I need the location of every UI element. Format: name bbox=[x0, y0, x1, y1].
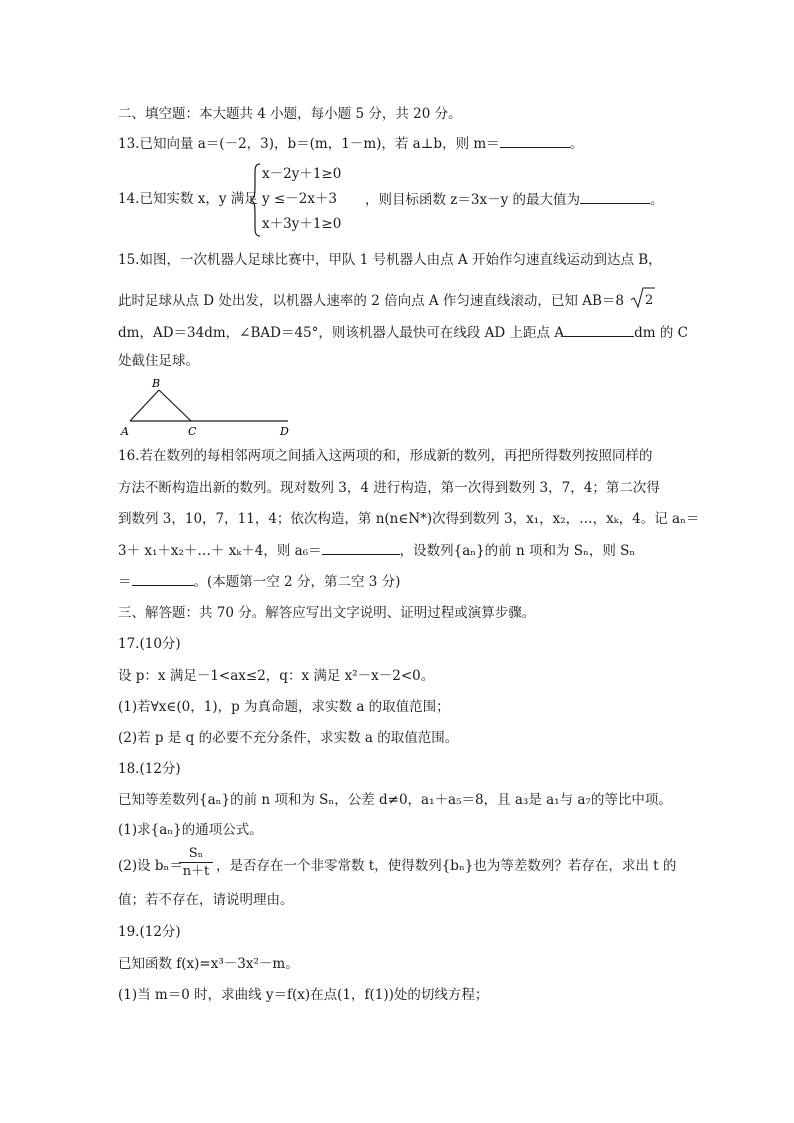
q14-answer-blank[interactable] bbox=[580, 189, 650, 204]
q16-line-4b: ，设数列{aₙ}的前 n 项和为 Sₙ，则 Sₙ bbox=[399, 543, 636, 559]
fraction-denominator: n＋t bbox=[182, 864, 210, 879]
q16-line-4 bbox=[118, 540, 635, 561]
q14-suffix: 。 bbox=[650, 192, 664, 208]
left-brace-icon bbox=[250, 162, 262, 238]
q18-part-2-suffix: ，是否存在一个非零常数 t，使得数列{bₙ}也为等差数列？若存在，求出 t 的 bbox=[216, 858, 677, 874]
q13-text: 13.已知向量 a＝(－2，3)，b＝(m，1－m)，若 a⊥b，则 m＝ bbox=[118, 136, 500, 152]
q15-line-2 bbox=[118, 286, 656, 311]
q17-number: 17.(10分) bbox=[118, 636, 181, 652]
q18-fraction bbox=[179, 846, 213, 881]
q15-line-1: 15.如图，一次机器人足球比赛中，甲队 1 号机器人由点 A 开始作匀速直线运动到达点 B， bbox=[118, 252, 662, 268]
label-a: A bbox=[121, 425, 129, 438]
q18-part-1: (1)求{aₙ}的通项公式。 bbox=[118, 822, 263, 838]
q14-prefix: 14.已知实数 x，y 满足 bbox=[118, 191, 258, 207]
q14-mid: ，则目标函数 z＝3x－y 的最大值为 bbox=[365, 192, 581, 208]
q16-answer-blank-1[interactable] bbox=[322, 540, 400, 555]
q15-line-2-text: 此时足球从点 D 处出发，以机器人速率的 2 倍向点 A 作匀速直线滚动，已知 AB＝8 bbox=[118, 293, 624, 309]
q18-stem: 已知等差数列{aₙ}的前 n 项和为 Sₙ，公差 d≠0，a₁＋a₅＝8，且 a₃是 a₁与 a₇的等比中项。 bbox=[118, 792, 672, 808]
sqrt-argument: 2 bbox=[645, 293, 654, 308]
fraction-numerator: Sₙ bbox=[179, 846, 213, 863]
segment-bc bbox=[159, 390, 191, 421]
q18-part-2-line-2: 值；若不存在，请说明理由。 bbox=[118, 892, 294, 908]
q15-figure bbox=[118, 377, 298, 439]
section-heading-solutions: 三、解答题：共 70 分。解答应写出文字说明、证明过程或演算步骤。 bbox=[118, 605, 536, 621]
q16-line-5 bbox=[118, 571, 400, 592]
q17-part-1: (1)若∀x∈(0，1)，p 为真命题，求实数 a 的取值范围； bbox=[118, 699, 450, 715]
q13-suffix: 。 bbox=[569, 136, 584, 152]
q19-stem: 已知函数 f(x)=x³－3x²－m。 bbox=[118, 956, 299, 972]
q18-number: 18.(12分) bbox=[118, 761, 181, 777]
q17-stem: 设 p：x 满足－1<ax≤2，q：x 满足 x²－x－2<0。 bbox=[118, 668, 435, 684]
q19-number: 19.(12分) bbox=[118, 924, 181, 940]
segment-ab bbox=[130, 390, 159, 421]
q15-line-4: 处截住足球。 bbox=[118, 353, 199, 369]
section-heading-fill-in: 二、填空题：本大题共 4 小题，每小题 5 分，共 20 分。 bbox=[118, 106, 462, 122]
q17-part-2: (2)若 p 是 q 的必要不充分条件，求实数 a 的取值范围。 bbox=[118, 730, 459, 746]
q16-answer-blank-2[interactable] bbox=[132, 571, 194, 586]
sqrt-symbol-icon bbox=[630, 286, 656, 310]
q19-part-1: (1)当 m＝0 时，求曲线 y＝f(x)在点(1，f(1))处的切线方程； bbox=[118, 987, 489, 1003]
q18-part-2-prefix: (2)设 bₙ＝ bbox=[118, 858, 183, 874]
q14-rest bbox=[365, 189, 664, 210]
label-b: B bbox=[152, 377, 161, 390]
question-13 bbox=[118, 133, 583, 154]
q15-line-3 bbox=[118, 322, 688, 343]
q16-line-3: 到数列 3，10，7，11，4；依次构造，第 n(n∈N*)次得到数列 3，x₁，x₂，…，xₖ，4。记 aₙ＝ bbox=[118, 511, 700, 527]
q16-line-5a: ＝ bbox=[118, 574, 132, 590]
q13-answer-blank[interactable] bbox=[500, 133, 570, 148]
q15-answer-blank[interactable] bbox=[564, 322, 634, 337]
q15-line-3a: dm，AD＝34dm，∠BAD＝45°，则该机器人最快可在线段 AD 上距点 A bbox=[118, 325, 565, 341]
q15-line-3b: dm 的 C bbox=[634, 325, 688, 341]
label-c: C bbox=[188, 425, 197, 438]
q16-line-2: 方法不断构造出新的数列。现对数列 3，4 进行构造，第一次得到数列 3，7，4；第二次得 bbox=[118, 480, 660, 496]
q16-line-4a: 3＋ x₁＋x₂＋…＋ xₖ＋4，则 a₆＝ bbox=[118, 543, 322, 559]
q14-inequality-system bbox=[250, 162, 370, 238]
q16-line-1: 16.若在数列的每相邻两项之间插入这两项的和，形成新的数列，再把所得数列按照同样的 bbox=[118, 448, 653, 464]
q16-line-5b: 。(本题第一空 2 分，第二空 3 分) bbox=[193, 574, 401, 590]
label-d: D bbox=[280, 425, 289, 438]
q14-constraint-3: x＋3y＋1≥0 bbox=[262, 216, 342, 232]
q14-constraint-1: x－2y＋1≥0 bbox=[262, 166, 342, 182]
q14-constraint-2: y ≤－2x＋3 bbox=[262, 191, 338, 207]
